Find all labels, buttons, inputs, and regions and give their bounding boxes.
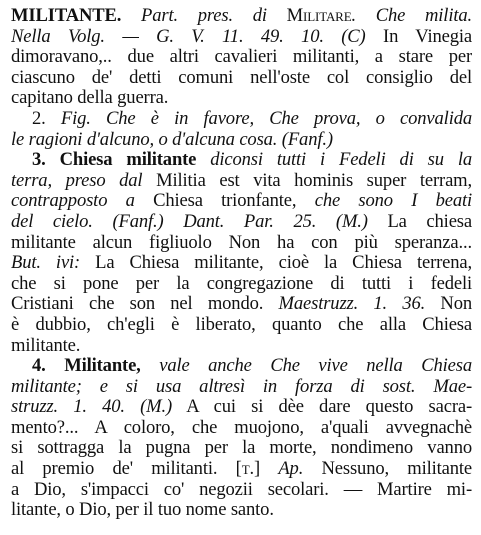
entry-text-segment: La chiesa: [367, 211, 472, 232]
entry-text-segment: La Chiesa militante, cioè la Chiesa terrena,: [80, 253, 472, 274]
entry-line: [11, 438, 472, 459]
entry-text-segment: Part. pres. di: [121, 6, 287, 26]
entry-text-segment: In Vinegia: [365, 26, 472, 47]
entry-text-segment: ciascuno de' detti comuni nell'oste col consiglio del: [11, 67, 472, 88]
entry-line: [11, 130, 472, 151]
entry-line: [11, 377, 472, 398]
entry-line: [11, 418, 472, 439]
entry-line: [11, 27, 472, 48]
entry-text-segment: che sono I beati: [314, 191, 472, 212]
entry-text-segment: Militia: [142, 170, 206, 191]
entry-text-segment: vale anche Che vive nella Chiesa: [140, 356, 472, 377]
entry-text-segment: del cielo. (Fanf.) Dant. Par. 25. (M.): [11, 211, 368, 232]
entry-line: [11, 397, 472, 418]
entry-line: [11, 212, 472, 233]
entry-line: [11, 6, 472, 27]
entry-line: [11, 253, 472, 274]
entry-line: [11, 68, 472, 89]
entry-text-segment: . Che milita.: [351, 6, 472, 26]
entry-text-segment: militante; e si usa altresì in forza di sost. Mae-: [11, 376, 472, 397]
entry-line: [11, 356, 472, 377]
entry-text-segment: Maestruzz. 1. 36.: [278, 294, 426, 315]
entry-text-segment: a Dio, s'impacci co' negozii secolari. — Martire mi-: [11, 479, 472, 500]
entry-text-segment: è dubbio, ch'egli è liberato, quanto che alla Chiesa: [11, 314, 472, 335]
entry-text-segment: dimoravano,.. due altri cavalieri militanti, a stare per: [11, 47, 472, 68]
entry-line: [11, 315, 472, 336]
entry-text-segment: Non: [425, 294, 472, 315]
entry-text-segment: si sottragga la pugna per la morte, nondimeno vanno: [11, 438, 472, 459]
entry-text-segment: litante, o Dio, per il tuo nome santo.: [11, 500, 274, 521]
entry-text-segment: 3. Chiesa militante: [32, 150, 197, 171]
entry-text-segment: le ragioni d'alcuno, o d'alcuna cosa. (Fanf.): [11, 129, 333, 150]
entry-text-segment: contrapposto a: [11, 191, 135, 212]
entry-line: [11, 459, 472, 480]
entry-line: [11, 150, 472, 171]
entry-line: [11, 480, 472, 501]
entry-text-segment: est vita hominis super terram,: [205, 170, 472, 191]
entry-text-segment: al premio de' militanti. [: [11, 459, 242, 480]
entry-text-segment: mento?... A coloro, che muojono, a'quali avvegnachè: [11, 417, 472, 438]
entry-line: [11, 274, 472, 295]
entry-text-segment: Chiesa trionfante,: [134, 191, 315, 212]
entry-text-segment: MILITANTE.: [11, 6, 122, 26]
entry-line: [11, 500, 472, 521]
entry-text-segment: capitano della guerra.: [11, 88, 169, 109]
entry-text-segment: 2.: [32, 108, 61, 129]
entry-text-segment: Cristiani che son nel mondo.: [11, 294, 279, 315]
entry-text-segment: Militare: [286, 6, 352, 26]
entry-text-segment: terra, preso dal: [11, 170, 143, 191]
entry-line: [11, 336, 472, 357]
entry-text-segment: Nella Volg. — G. V. 11. 49. 10.: [11, 26, 342, 47]
entry-line: [11, 233, 472, 254]
entry-line: [11, 171, 472, 192]
entry-text-segment: struzz. 1. 40. (M.): [11, 397, 173, 418]
entry-line: [11, 109, 472, 130]
entry-text-segment: Nessuno, militante: [303, 459, 472, 480]
entry-text-segment: militante.: [11, 335, 81, 356]
entry-text-segment: 4. Militante,: [32, 356, 141, 377]
entry-text-segment: But. ivi:: [11, 253, 81, 274]
entry-text-segment: che si pone per la congregazione di tutti i fedeli: [11, 273, 472, 294]
entry-line: [11, 47, 472, 68]
entry-line: [11, 191, 472, 212]
entry-text-segment: militante alcun figliuolo Non ha con più speranza...: [11, 232, 472, 253]
entry-text-segment: Fig. Che è in favore, Che prova, o convalida: [60, 108, 472, 129]
entry-text-segment: ]: [254, 459, 279, 480]
entry-text-segment: A cui si dèe dare questo sacra-: [172, 397, 472, 418]
entry-text-segment: (C): [341, 26, 366, 47]
entry-text-segment: Ap.: [278, 459, 304, 480]
entry-text-segment: t.: [241, 459, 254, 480]
entry-line: [11, 88, 472, 109]
entry-line: [11, 294, 472, 315]
entry-text-segment: diconsi tutti i Fedeli di su la: [196, 150, 472, 171]
